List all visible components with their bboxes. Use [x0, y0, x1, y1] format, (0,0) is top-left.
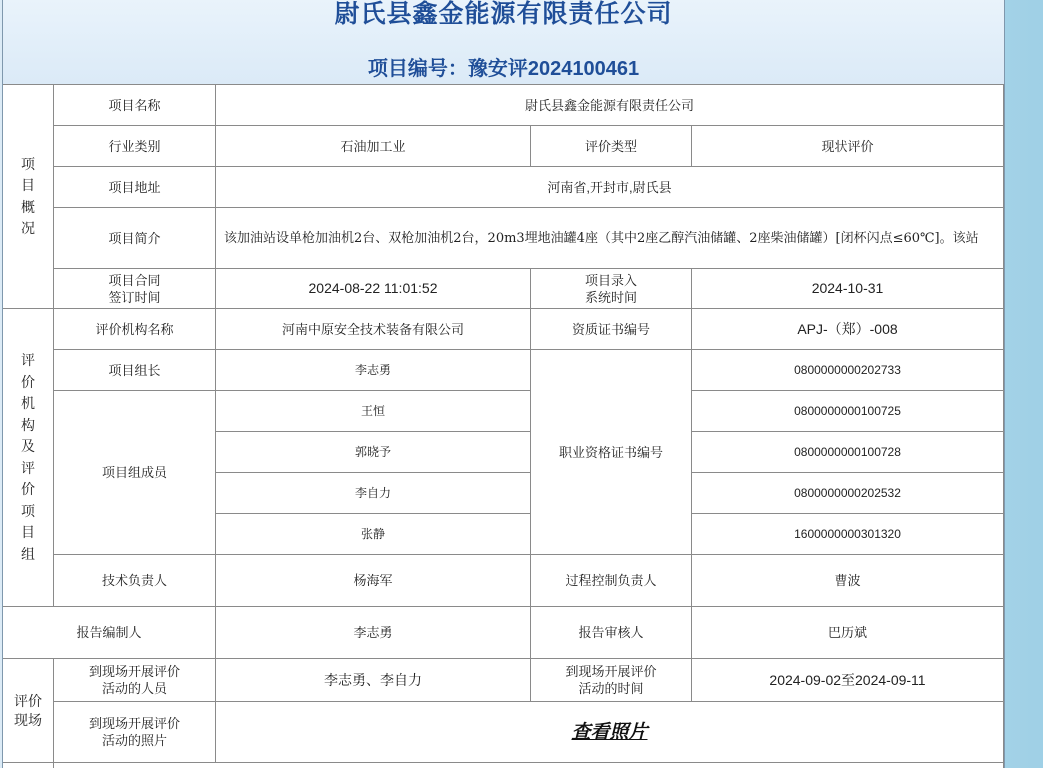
report-reviewer-value: 巴历斌 [692, 607, 1004, 659]
page-header [3, 0, 1004, 85]
site-photo-cell [216, 702, 1004, 763]
address-value: 河南省,开封市,尉氏县 [216, 167, 1004, 208]
next-row-content [54, 763, 1004, 768]
team-cert-5: 1600000000301320 [692, 514, 1004, 555]
eval-type-value: 现状评价 [692, 126, 1004, 167]
team-name-3: 郭晓予 [216, 432, 531, 473]
leader-label: 项目组长 [54, 350, 216, 391]
tech-lead-label: 技术负责人 [54, 555, 216, 607]
eval-type-label: 评价类型 [531, 126, 692, 167]
address-label: 项目地址 [54, 167, 216, 208]
contract-time-value: 2024-08-22 11:01:52 [216, 269, 531, 309]
report-author-label: 报告编制人 [3, 607, 216, 659]
report-author-value: 李志勇 [216, 607, 531, 659]
team-name-5: 张静 [216, 514, 531, 555]
site-photo-label: 到现场开展评价 活动的照片 [54, 702, 216, 763]
report-reviewer-label: 报告审核人 [531, 607, 692, 659]
qual-cert-label: 职业资格证书编号 [531, 350, 692, 555]
team-name-2: 王恒 [216, 391, 531, 432]
project-number: 项目编号：豫安评2024100461 [367, 58, 640, 80]
company-title: 尉氏县鑫金能源有限责任公司 [334, 0, 673, 28]
team-name-1: 李志勇 [216, 350, 531, 391]
contract-time-label: 项目合同 签订时间 [54, 269, 216, 309]
section-agency-title: 评价机构及评价项目组 [3, 309, 54, 607]
process-lead-value: 曹波 [692, 555, 1004, 607]
process-lead-label: 过程控制负责人 [531, 555, 692, 607]
team-cert-4: 0800000000202532 [692, 473, 1004, 514]
site-people-value: 李志勇、李自力 [216, 659, 531, 702]
cert-no-label: 资质证书编号 [531, 309, 692, 350]
industry-value: 石油加工业 [216, 126, 531, 167]
intro-label: 项目简介 [54, 208, 216, 269]
view-photos-link[interactable]: 查看照片 [571, 721, 648, 743]
org-name-label: 评价机构名称 [54, 309, 216, 350]
site-time-label: 到现场开展评价 活动的时间 [531, 659, 692, 702]
entry-time-value: 2024-10-31 [692, 269, 1004, 309]
project-name-value: 尉氏县鑫金能源有限责任公司 [216, 85, 1004, 126]
team-cert-1: 0800000000202733 [692, 350, 1004, 391]
members-label: 项目组成员 [54, 391, 216, 555]
site-time-value: 2024-09-02至2024-09-11 [692, 659, 1004, 702]
team-cert-2: 0800000000100725 [692, 391, 1004, 432]
report-sheet [2, 0, 1005, 768]
section-site-title: 评价现场 [3, 659, 54, 763]
org-name-value: 河南中原安全技术装备有限公司 [216, 309, 531, 350]
industry-label: 行业类别 [54, 126, 216, 167]
section-overview-title: 项目概况 [3, 85, 54, 309]
intro-value: 该加油站设单枪加油机2台、双枪加油机2台，20m3埋地油罐4座（其中2座乙醇汽油储罐、2座柴油储罐）[闭杯闪点≤60℃]。该站 [216, 208, 1004, 269]
project-name-label: 项目名称 [54, 85, 216, 126]
tech-lead-value: 杨海军 [216, 555, 531, 607]
entry-time-label: 项目录入 系统时间 [531, 269, 692, 309]
team-name-4: 李自力 [216, 473, 531, 514]
site-people-label: 到现场开展评价 活动的人员 [54, 659, 216, 702]
cert-no-value: APJ-（郑）-008 [692, 309, 1004, 350]
next-row-section [3, 763, 54, 768]
team-cert-3: 0800000000100728 [692, 432, 1004, 473]
